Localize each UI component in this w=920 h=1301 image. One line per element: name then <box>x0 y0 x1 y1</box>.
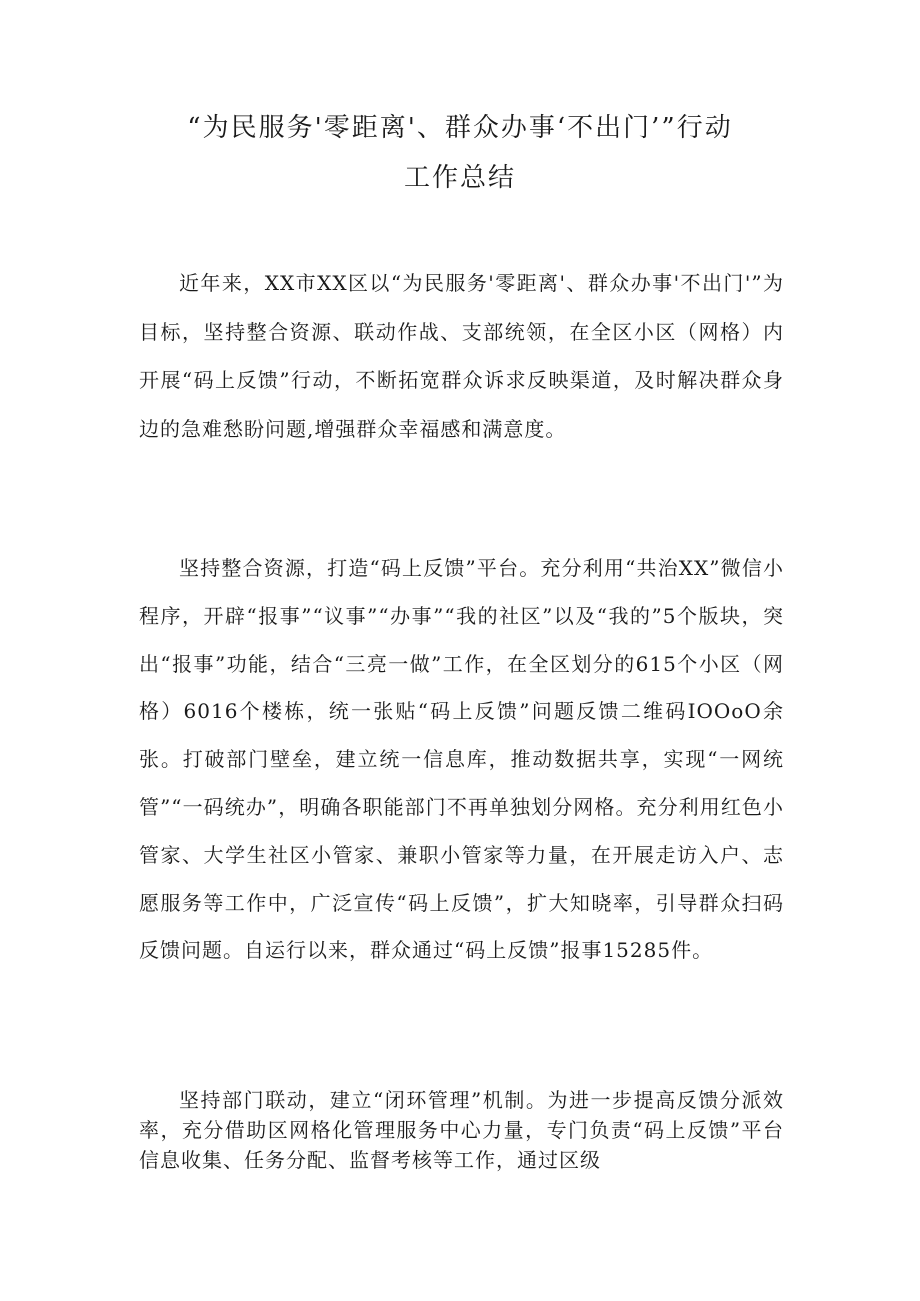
document-title: “为民服务'零距离'、群众办事‘不出门’”行动 <box>187 113 733 143</box>
paragraph-platform: 坚持整合资源，打造“码上反馈”平台。充分利用“共治XX”微信小程序，开辟“报事”“议事”“办事”“我的社区”以及“我的”5个版块，突出“报事”功能，结合“三亮一做”工作，在全区划分的615个小区（网格）6016个楼栋，统一张贴“码上反馈”问题反馈二维码IOOoO余张。打破部门壁垒，建立统一信息库，推动数据共享，实现“一网统管”“一码统办”，明确各职能部门不再单独划分网格。充分利用红色小管家、大学生社区小管家、兼职小管家等力量，在开展走访入户、志愿服务等工作中，广泛宣传“码上反馈”，扩大知晓率，引导群众扫码反馈问题。自运行以来，群众通过“码上反馈”报事15285件。 <box>139 556 784 963</box>
paragraph-intro: 近年来，XX市XX区以“为民服务'零距离'、群众办事'不出门'”为目标，坚持整合资源、联动作战、支部统领，在全区小区（网格）内开展“码上反馈”行动，不断拓宽群众诉求反映渠道，及时解决群众身边的急难愁盼问题,增强群众幸福感和满意度。 <box>139 271 784 441</box>
document-subtitle: 工作总结 <box>403 163 516 193</box>
paragraph-mechanism: 坚持部门联动，建立“闭环管理”机制。为进一步提高反馈分派效率，充分借助区网格化管理服务中心力量，专门负责“码上反馈”平台信息收集、任务分配、监督考核等工作，通过区级 <box>139 1088 784 1172</box>
